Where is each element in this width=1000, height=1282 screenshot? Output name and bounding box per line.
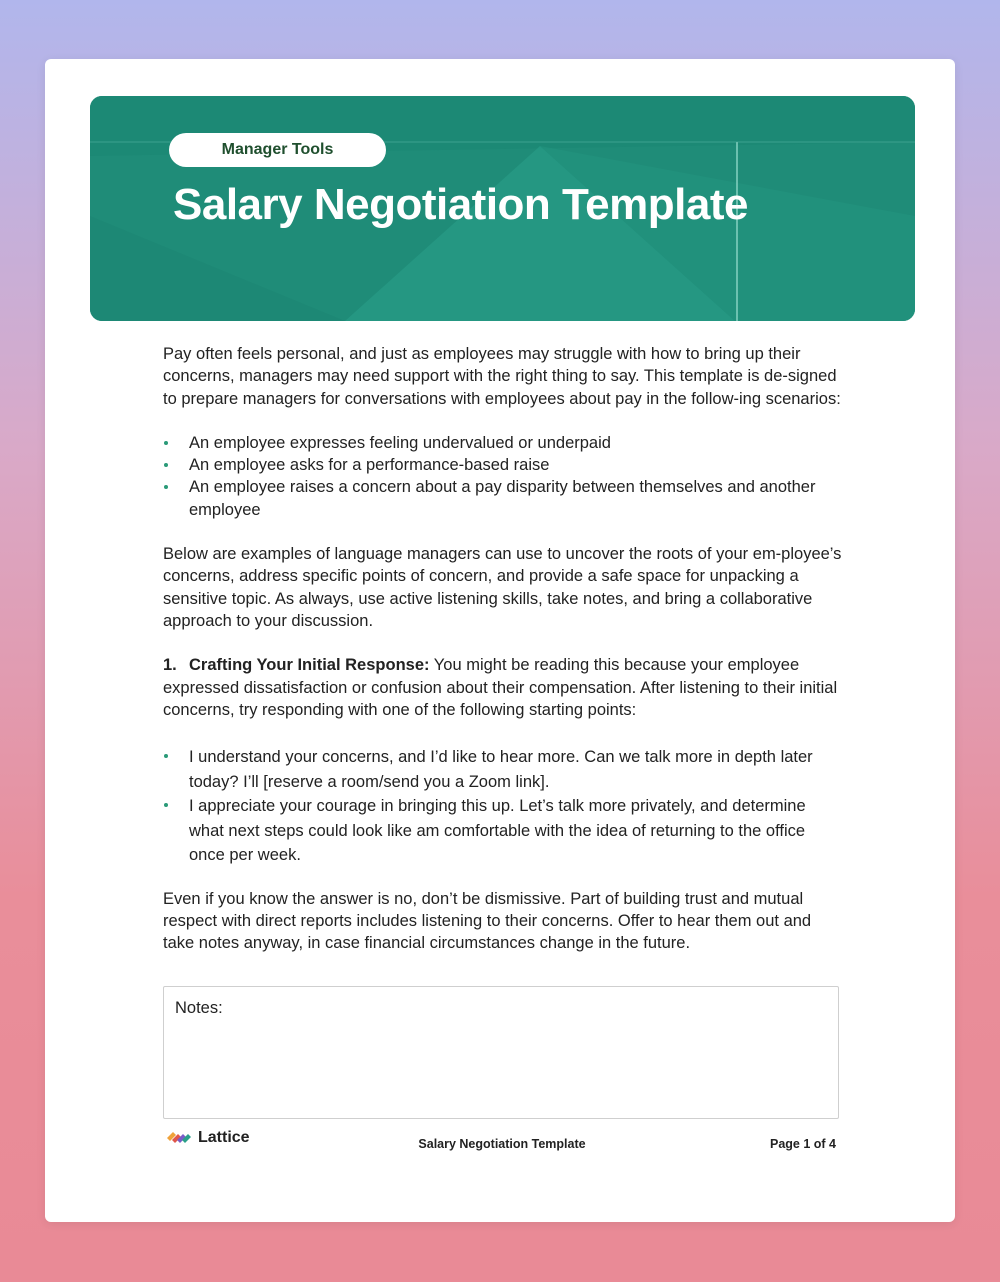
brand-logo (167, 1129, 250, 1147)
lattice-logo-icon (167, 1130, 193, 1146)
section-heading: Crafting Your Initial Response: (189, 656, 430, 675)
bullet-icon (164, 754, 168, 758)
page-title: Salary Negotiation Template (173, 180, 748, 229)
intro-paragraph: Pay often feels personal, and just as employees may struggle with how to bring up their concerns, managers may need support with the right thing to say. This template is de-signed to prepare managers for conversations with employees about pay in the follow-ing scenarios: (163, 345, 841, 408)
notes-label: Notes: (175, 999, 223, 1017)
list-item: I appreciate your courage in bringing this up. Let’s talk more privately, and determine what next steps could look like am comfortable with the idea of returning to the office once per week. (163, 794, 843, 868)
notes-box[interactable] (163, 986, 839, 1119)
bullet-icon (164, 441, 168, 445)
bullet-icon (164, 485, 168, 489)
section-text: You might be reading this because your employee expressed dissatisfaction or confusion about their compensation. After listening to their initial concerns, try responding with one of the following starting points: (163, 656, 838, 719)
section-1-paragraph (163, 654, 843, 721)
header-banner (90, 96, 915, 321)
closing-paragraph: Even if you know the answer is no, don’t be dismissive. Part of building trust and mutual respect with direct reports includes listening to their concerns. Offer to hear them out and take notes anyway, in case financial circumstances change in the future. (163, 889, 812, 953)
section-number: 1. (163, 656, 177, 675)
examples-paragraph: Below are examples of language managers can use to uncover the roots of your em-ployee’s concerns, address specific points of concern, and provide a safe space for unpacking a sensitive topic. As always, use active listening skills, take notes, and bring a collaborative approach to your discussion. (163, 545, 842, 630)
page-number: Page 1 of 4 (770, 1137, 836, 1151)
footer-title: Salary Negotiation Template (418, 1137, 586, 1151)
document-body (163, 343, 843, 955)
brand-name: Lattice (198, 1129, 250, 1146)
response-list (163, 745, 843, 868)
list-item: I understand your concerns, and I’d like to hear more. Can we talk more in depth later today? I’ll [reserve a room/send you a Zoom link]. (163, 745, 843, 794)
list-item: An employee raises a concern about a pay disparity between themselves and another employee (163, 476, 843, 521)
list-item: An employee expresses feeling undervalued or underpaid (163, 432, 843, 454)
document-page (45, 59, 955, 1222)
list-item: An employee asks for a performance-based raise (163, 454, 843, 476)
bullet-icon (164, 803, 168, 807)
bullet-icon (164, 463, 168, 467)
scenario-list (163, 432, 843, 521)
category-tag: Manager Tools (169, 133, 386, 167)
